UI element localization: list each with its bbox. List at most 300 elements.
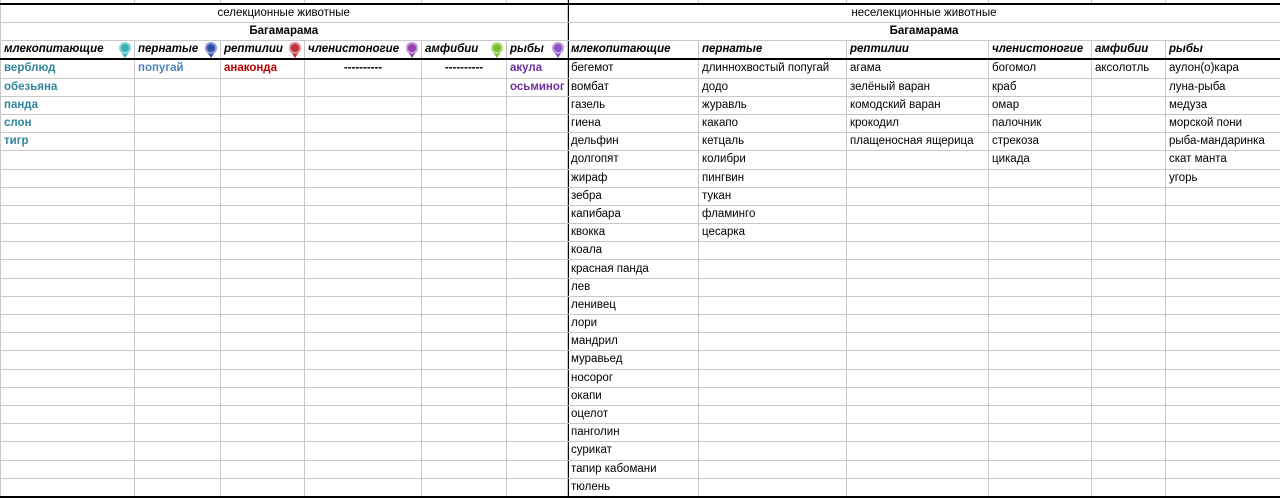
selected-cell-arthropods[interactable] <box>305 114 422 132</box>
selected-cell-fish[interactable] <box>507 242 568 260</box>
nonselected-cell-reptiles[interactable] <box>847 424 989 442</box>
nonselected-cell-mammals[interactable]: носорог <box>568 369 699 387</box>
nonselected-cell-mammals[interactable]: ленивец <box>568 296 699 314</box>
nonselected-cell-arthropods[interactable] <box>989 405 1092 423</box>
selected-cell-reptiles[interactable] <box>221 187 305 205</box>
nonselected-cell-fish[interactable]: рыба-мандаринка <box>1166 133 1280 151</box>
selected-cell-amphibians[interactable] <box>422 442 507 460</box>
nonselected-cell-birds[interactable] <box>699 460 847 478</box>
nonselected-cell-amphibians[interactable] <box>1092 351 1166 369</box>
nonselected-cell-amphibians[interactable] <box>1092 315 1166 333</box>
selected-cell-amphibians[interactable] <box>422 387 507 405</box>
selected-cell-fish[interactable]: акула <box>507 59 568 78</box>
nonselected-cell-fish[interactable] <box>1166 224 1280 242</box>
nonselected-title[interactable]: неселекционные животные <box>568 4 1280 23</box>
nonselected-cell-amphibians[interactable] <box>1092 96 1166 114</box>
selected-cell-arthropods[interactable] <box>305 78 422 96</box>
selected-cell-arthropods[interactable] <box>305 151 422 169</box>
selected-cell-birds[interactable] <box>135 315 221 333</box>
nonselected-cell-arthropods[interactable]: цикада <box>989 151 1092 169</box>
selected-cell-reptiles[interactable]: анаконда <box>221 59 305 78</box>
selected-cell-birds[interactable] <box>135 187 221 205</box>
selected-cell-mammals[interactable]: верблюд <box>1 59 135 78</box>
selected-cell-birds[interactable] <box>135 460 221 478</box>
nonselected-cell-reptiles[interactable] <box>847 151 989 169</box>
nonselected-header-fish[interactable] <box>1166 41 1280 60</box>
selected-cell-amphibians[interactable] <box>422 405 507 423</box>
selected-cell-birds[interactable] <box>135 296 221 314</box>
selected-cell-mammals[interactable] <box>1 478 135 497</box>
nonselected-cell-amphibians[interactable] <box>1092 205 1166 223</box>
selected-cell-reptiles[interactable] <box>221 169 305 187</box>
selected-cell-reptiles[interactable] <box>221 133 305 151</box>
nonselected-cell-reptiles[interactable]: зелёный варан <box>847 78 989 96</box>
nonselected-cell-arthropods[interactable]: богомол <box>989 59 1092 78</box>
selected-cell-birds[interactable] <box>135 278 221 296</box>
nonselected-cell-mammals[interactable]: газель <box>568 96 699 114</box>
selected-cell-birds[interactable]: попугай <box>135 59 221 78</box>
nonselected-cell-mammals[interactable]: гиена <box>568 114 699 132</box>
selected-cell-fish[interactable] <box>507 224 568 242</box>
nonselected-cell-birds[interactable]: додо <box>699 78 847 96</box>
nonselected-header-amphibians[interactable] <box>1092 41 1166 60</box>
selected-cell-mammals[interactable]: панда <box>1 96 135 114</box>
nonselected-cell-amphibians[interactable] <box>1092 187 1166 205</box>
selected-cell-mammals[interactable] <box>1 205 135 223</box>
nonselected-cell-mammals[interactable]: муравьед <box>568 351 699 369</box>
selected-cell-reptiles[interactable] <box>221 96 305 114</box>
nonselected-cell-mammals[interactable]: вомбат <box>568 78 699 96</box>
nonselected-cell-arthropods[interactable] <box>989 187 1092 205</box>
selected-cell-amphibians[interactable] <box>422 315 507 333</box>
nonselected-cell-amphibians[interactable] <box>1092 169 1166 187</box>
nonselected-header-birds[interactable] <box>699 41 847 60</box>
selected-cell-fish[interactable]: осьминог <box>507 78 568 96</box>
nonselected-cell-arthropods[interactable] <box>989 260 1092 278</box>
selected-cell-birds[interactable] <box>135 405 221 423</box>
nonselected-cell-fish[interactable] <box>1166 296 1280 314</box>
nonselected-cell-fish[interactable]: скат манта <box>1166 151 1280 169</box>
selected-cell-amphibians[interactable] <box>422 278 507 296</box>
selected-cell-reptiles[interactable] <box>221 224 305 242</box>
nonselected-cell-birds[interactable] <box>699 351 847 369</box>
selected-cell-fish[interactable] <box>507 278 568 296</box>
selected-cell-fish[interactable] <box>507 369 568 387</box>
selected-cell-amphibians[interactable] <box>422 78 507 96</box>
selected-header-birds[interactable] <box>135 41 221 60</box>
selected-cell-amphibians[interactable] <box>422 478 507 497</box>
selected-header-reptiles[interactable] <box>221 41 305 60</box>
selected-cell-amphibians[interactable] <box>422 187 507 205</box>
nonselected-cell-birds[interactable]: тукан <box>699 187 847 205</box>
nonselected-cell-mammals[interactable]: капибара <box>568 205 699 223</box>
selected-cell-birds[interactable] <box>135 442 221 460</box>
selected-cell-birds[interactable] <box>135 424 221 442</box>
nonselected-cell-mammals[interactable]: сурикат <box>568 442 699 460</box>
nonselected-cell-reptiles[interactable]: агама <box>847 59 989 78</box>
nonselected-cell-fish[interactable] <box>1166 478 1280 497</box>
selected-cell-arthropods[interactable] <box>305 369 422 387</box>
nonselected-cell-arthropods[interactable] <box>989 333 1092 351</box>
nonselected-cell-amphibians[interactable] <box>1092 387 1166 405</box>
nonselected-cell-amphibians[interactable] <box>1092 296 1166 314</box>
nonselected-cell-reptiles[interactable]: комодский варан <box>847 96 989 114</box>
selected-cell-amphibians[interactable] <box>422 133 507 151</box>
nonselected-cell-arthropods[interactable] <box>989 278 1092 296</box>
nonselected-cell-fish[interactable] <box>1166 242 1280 260</box>
nonselected-cell-reptiles[interactable] <box>847 278 989 296</box>
nonselected-cell-birds[interactable] <box>699 315 847 333</box>
nonselected-cell-fish[interactable] <box>1166 442 1280 460</box>
nonselected-cell-fish[interactable]: аулон(о)кара <box>1166 59 1280 78</box>
nonselected-cell-reptiles[interactable] <box>847 369 989 387</box>
selected-header-mammals[interactable] <box>1 41 135 60</box>
selected-cell-amphibians[interactable] <box>422 169 507 187</box>
nonselected-cell-amphibians[interactable] <box>1092 78 1166 96</box>
selected-cell-reptiles[interactable] <box>221 405 305 423</box>
nonselected-cell-fish[interactable] <box>1166 260 1280 278</box>
nonselected-cell-mammals[interactable]: тюлень <box>568 478 699 497</box>
nonselected-cell-birds[interactable]: цесарка <box>699 224 847 242</box>
selected-cell-arthropods[interactable] <box>305 296 422 314</box>
selected-cell-mammals[interactable]: обезьяна <box>1 78 135 96</box>
selected-cell-reptiles[interactable] <box>221 151 305 169</box>
nonselected-cell-mammals[interactable]: окапи <box>568 387 699 405</box>
nonselected-cell-birds[interactable]: журавль <box>699 96 847 114</box>
nonselected-cell-fish[interactable] <box>1166 315 1280 333</box>
selected-cell-reptiles[interactable] <box>221 369 305 387</box>
nonselected-cell-arthropods[interactable] <box>989 315 1092 333</box>
selected-cell-mammals[interactable] <box>1 296 135 314</box>
selected-cell-fish[interactable] <box>507 133 568 151</box>
nonselected-cell-amphibians[interactable] <box>1092 278 1166 296</box>
nonselected-cell-fish[interactable] <box>1166 205 1280 223</box>
selected-title[interactable]: селекционные животные <box>1 4 568 23</box>
selected-cell-arthropods[interactable] <box>305 96 422 114</box>
selected-cell-reptiles[interactable] <box>221 333 305 351</box>
selected-cell-amphibians[interactable] <box>422 114 507 132</box>
selected-cell-birds[interactable] <box>135 387 221 405</box>
selected-cell-amphibians[interactable] <box>422 96 507 114</box>
selected-cell-arthropods[interactable] <box>305 405 422 423</box>
selected-cell-reptiles[interactable] <box>221 315 305 333</box>
selected-cell-fish[interactable] <box>507 460 568 478</box>
nonselected-cell-fish[interactable] <box>1166 405 1280 423</box>
selected-cell-mammals[interactable] <box>1 369 135 387</box>
nonselected-cell-reptiles[interactable] <box>847 442 989 460</box>
nonselected-cell-mammals[interactable]: зебра <box>568 187 699 205</box>
selected-cell-arthropods[interactable] <box>305 133 422 151</box>
selected-cell-mammals[interactable] <box>1 224 135 242</box>
nonselected-cell-arthropods[interactable] <box>989 424 1092 442</box>
selected-cell-birds[interactable] <box>135 260 221 278</box>
nonselected-cell-reptiles[interactable] <box>847 405 989 423</box>
nonselected-cell-fish[interactable] <box>1166 460 1280 478</box>
nonselected-cell-amphibians[interactable] <box>1092 260 1166 278</box>
selected-cell-fish[interactable] <box>507 96 568 114</box>
nonselected-cell-amphibians[interactable] <box>1092 133 1166 151</box>
selected-cell-reptiles[interactable] <box>221 478 305 497</box>
selected-cell-mammals[interactable]: слон <box>1 114 135 132</box>
selected-cell-birds[interactable] <box>135 169 221 187</box>
selected-cell-fish[interactable] <box>507 187 568 205</box>
selected-cell-birds[interactable] <box>135 114 221 132</box>
selected-cell-fish[interactable] <box>507 260 568 278</box>
nonselected-cell-arthropods[interactable] <box>989 351 1092 369</box>
selected-cell-amphibians[interactable] <box>422 351 507 369</box>
nonselected-cell-reptiles[interactable] <box>847 333 989 351</box>
selected-cell-mammals[interactable] <box>1 424 135 442</box>
selected-cell-reptiles[interactable] <box>221 205 305 223</box>
nonselected-cell-mammals[interactable]: квокка <box>568 224 699 242</box>
nonselected-cell-birds[interactable] <box>699 278 847 296</box>
nonselected-cell-amphibians[interactable] <box>1092 224 1166 242</box>
selected-cell-birds[interactable] <box>135 151 221 169</box>
nonselected-cell-arthropods[interactable] <box>989 296 1092 314</box>
nonselected-cell-mammals[interactable]: оцелот <box>568 405 699 423</box>
selected-cell-amphibians[interactable]: ---------- <box>422 59 507 78</box>
selected-cell-arthropods[interactable] <box>305 315 422 333</box>
nonselected-cell-fish[interactable] <box>1166 351 1280 369</box>
selected-cell-fish[interactable] <box>507 442 568 460</box>
nonselected-header-arthropods[interactable] <box>989 41 1092 60</box>
nonselected-cell-mammals[interactable]: мандрил <box>568 333 699 351</box>
nonselected-cell-fish[interactable] <box>1166 387 1280 405</box>
nonselected-cell-reptiles[interactable] <box>847 205 989 223</box>
selected-cell-mammals[interactable] <box>1 460 135 478</box>
nonselected-cell-mammals[interactable]: жираф <box>568 169 699 187</box>
nonselected-cell-amphibians[interactable] <box>1092 242 1166 260</box>
selected-cell-mammals[interactable] <box>1 169 135 187</box>
nonselected-subtitle[interactable]: Багамарама <box>568 23 1280 41</box>
nonselected-cell-fish[interactable] <box>1166 424 1280 442</box>
nonselected-cell-reptiles[interactable] <box>847 351 989 369</box>
selected-cell-reptiles[interactable] <box>221 78 305 96</box>
selected-cell-birds[interactable] <box>135 96 221 114</box>
selected-header-amphibians[interactable] <box>422 41 507 60</box>
selected-header-fish[interactable] <box>507 41 568 60</box>
selected-cell-mammals[interactable] <box>1 351 135 369</box>
selected-cell-mammals[interactable] <box>1 387 135 405</box>
nonselected-cell-mammals[interactable]: красная панда <box>568 260 699 278</box>
selected-cell-mammals[interactable] <box>1 260 135 278</box>
selected-cell-arthropods[interactable] <box>305 460 422 478</box>
selected-cell-arthropods[interactable] <box>305 333 422 351</box>
nonselected-cell-arthropods[interactable]: палочник <box>989 114 1092 132</box>
nonselected-cell-birds[interactable] <box>699 242 847 260</box>
selected-cell-amphibians[interactable] <box>422 424 507 442</box>
selected-cell-mammals[interactable] <box>1 242 135 260</box>
nonselected-cell-fish[interactable] <box>1166 333 1280 351</box>
nonselected-cell-reptiles[interactable] <box>847 387 989 405</box>
nonselected-cell-birds[interactable] <box>699 333 847 351</box>
selected-cell-birds[interactable] <box>135 224 221 242</box>
selected-cell-amphibians[interactable] <box>422 460 507 478</box>
nonselected-cell-arthropods[interactable] <box>989 460 1092 478</box>
nonselected-cell-reptiles[interactable]: плащеносная ящерица <box>847 133 989 151</box>
nonselected-cell-mammals[interactable]: коала <box>568 242 699 260</box>
nonselected-cell-arthropods[interactable]: стрекоза <box>989 133 1092 151</box>
nonselected-cell-fish[interactable]: луна-рыба <box>1166 78 1280 96</box>
nonselected-cell-amphibians[interactable] <box>1092 424 1166 442</box>
nonselected-cell-reptiles[interactable] <box>847 460 989 478</box>
selected-cell-mammals[interactable] <box>1 278 135 296</box>
selected-cell-birds[interactable] <box>135 333 221 351</box>
selected-cell-mammals[interactable] <box>1 333 135 351</box>
selected-cell-arthropods[interactable] <box>305 424 422 442</box>
nonselected-cell-birds[interactable]: колибри <box>699 151 847 169</box>
selected-subtitle[interactable]: Багамарама <box>1 23 568 41</box>
selected-cell-birds[interactable] <box>135 133 221 151</box>
selected-cell-fish[interactable] <box>507 114 568 132</box>
selected-cell-amphibians[interactable] <box>422 333 507 351</box>
selected-header-arthropods[interactable] <box>305 41 422 60</box>
nonselected-cell-birds[interactable] <box>699 296 847 314</box>
nonselected-cell-fish[interactable] <box>1166 187 1280 205</box>
selected-cell-fish[interactable] <box>507 351 568 369</box>
selected-cell-reptiles[interactable] <box>221 296 305 314</box>
selected-cell-amphibians[interactable] <box>422 260 507 278</box>
nonselected-cell-mammals[interactable]: лев <box>568 278 699 296</box>
selected-cell-mammals[interactable] <box>1 187 135 205</box>
selected-cell-fish[interactable] <box>507 405 568 423</box>
nonselected-cell-fish[interactable] <box>1166 369 1280 387</box>
nonselected-cell-birds[interactable]: фламинго <box>699 205 847 223</box>
selected-cell-amphibians[interactable] <box>422 242 507 260</box>
nonselected-cell-mammals[interactable]: тапир кабомани <box>568 460 699 478</box>
nonselected-cell-arthropods[interactable] <box>989 169 1092 187</box>
selected-cell-reptiles[interactable] <box>221 442 305 460</box>
nonselected-cell-birds[interactable]: какапо <box>699 114 847 132</box>
selected-cell-amphibians[interactable] <box>422 224 507 242</box>
selected-cell-fish[interactable] <box>507 296 568 314</box>
selected-cell-reptiles[interactable] <box>221 278 305 296</box>
nonselected-header-mammals[interactable] <box>568 41 699 60</box>
nonselected-cell-birds[interactable] <box>699 442 847 460</box>
selected-cell-amphibians[interactable] <box>422 151 507 169</box>
selected-cell-arthropods[interactable] <box>305 351 422 369</box>
selected-cell-arthropods[interactable] <box>305 442 422 460</box>
selected-cell-arthropods[interactable] <box>305 205 422 223</box>
selected-cell-fish[interactable] <box>507 387 568 405</box>
selected-cell-fish[interactable] <box>507 169 568 187</box>
selected-cell-arthropods[interactable] <box>305 387 422 405</box>
selected-cell-arthropods[interactable] <box>305 242 422 260</box>
nonselected-cell-birds[interactable] <box>699 387 847 405</box>
selected-cell-arthropods[interactable] <box>305 187 422 205</box>
selected-cell-fish[interactable] <box>507 333 568 351</box>
nonselected-cell-arthropods[interactable] <box>989 242 1092 260</box>
selected-cell-fish[interactable] <box>507 315 568 333</box>
selected-cell-reptiles[interactable] <box>221 387 305 405</box>
nonselected-cell-arthropods[interactable]: краб <box>989 78 1092 96</box>
nonselected-cell-reptiles[interactable] <box>847 260 989 278</box>
selected-cell-mammals[interactable] <box>1 315 135 333</box>
selected-cell-reptiles[interactable] <box>221 114 305 132</box>
selected-cell-fish[interactable] <box>507 151 568 169</box>
nonselected-cell-amphibians[interactable] <box>1092 405 1166 423</box>
nonselected-cell-mammals[interactable]: долгопят <box>568 151 699 169</box>
nonselected-cell-fish[interactable]: медуза <box>1166 96 1280 114</box>
selected-cell-reptiles[interactable] <box>221 351 305 369</box>
nonselected-cell-birds[interactable]: пингвин <box>699 169 847 187</box>
selected-cell-reptiles[interactable] <box>221 242 305 260</box>
nonselected-cell-reptiles[interactable] <box>847 478 989 497</box>
selected-cell-mammals[interactable] <box>1 442 135 460</box>
selected-cell-birds[interactable] <box>135 478 221 497</box>
selected-cell-birds[interactable] <box>135 205 221 223</box>
nonselected-cell-amphibians[interactable] <box>1092 478 1166 497</box>
nonselected-cell-arthropods[interactable] <box>989 478 1092 497</box>
selected-cell-arthropods[interactable] <box>305 224 422 242</box>
nonselected-cell-amphibians[interactable] <box>1092 442 1166 460</box>
selected-cell-arthropods[interactable] <box>305 169 422 187</box>
selected-cell-mammals[interactable] <box>1 151 135 169</box>
selected-cell-birds[interactable] <box>135 78 221 96</box>
selected-cell-arthropods[interactable] <box>305 278 422 296</box>
nonselected-cell-mammals[interactable]: дельфин <box>568 133 699 151</box>
selected-cell-mammals[interactable]: тигр <box>1 133 135 151</box>
nonselected-cell-birds[interactable] <box>699 424 847 442</box>
nonselected-cell-birds[interactable] <box>699 260 847 278</box>
nonselected-cell-birds[interactable]: длиннохвостый попугай <box>699 59 847 78</box>
selected-cell-arthropods[interactable]: ---------- <box>305 59 422 78</box>
selected-cell-birds[interactable] <box>135 369 221 387</box>
selected-cell-fish[interactable] <box>507 478 568 497</box>
nonselected-cell-arthropods[interactable] <box>989 224 1092 242</box>
nonselected-cell-birds[interactable] <box>699 478 847 497</box>
selected-cell-amphibians[interactable] <box>422 369 507 387</box>
selected-cell-birds[interactable] <box>135 242 221 260</box>
nonselected-cell-reptiles[interactable] <box>847 169 989 187</box>
nonselected-cell-fish[interactable]: угорь <box>1166 169 1280 187</box>
nonselected-cell-reptiles[interactable] <box>847 187 989 205</box>
selected-cell-mammals[interactable] <box>1 405 135 423</box>
selected-cell-amphibians[interactable] <box>422 205 507 223</box>
nonselected-cell-reptiles[interactable] <box>847 224 989 242</box>
nonselected-cell-mammals[interactable]: бегемот <box>568 59 699 78</box>
nonselected-header-reptiles[interactable] <box>847 41 989 60</box>
selected-cell-reptiles[interactable] <box>221 460 305 478</box>
nonselected-cell-birds[interactable] <box>699 405 847 423</box>
selected-cell-reptiles[interactable] <box>221 260 305 278</box>
nonselected-cell-amphibians[interactable] <box>1092 114 1166 132</box>
nonselected-cell-mammals[interactable]: панголин <box>568 424 699 442</box>
nonselected-cell-arthropods[interactable] <box>989 442 1092 460</box>
selected-cell-arthropods[interactable] <box>305 478 422 497</box>
nonselected-cell-amphibians[interactable] <box>1092 333 1166 351</box>
selected-cell-reptiles[interactable] <box>221 424 305 442</box>
nonselected-cell-arthropods[interactable] <box>989 387 1092 405</box>
nonselected-cell-amphibians[interactable] <box>1092 460 1166 478</box>
nonselected-cell-birds[interactable] <box>699 369 847 387</box>
nonselected-cell-arthropods[interactable] <box>989 205 1092 223</box>
nonselected-cell-fish[interactable]: морской пони <box>1166 114 1280 132</box>
nonselected-cell-fish[interactable] <box>1166 278 1280 296</box>
nonselected-cell-mammals[interactable]: лори <box>568 315 699 333</box>
nonselected-cell-arthropods[interactable]: омар <box>989 96 1092 114</box>
nonselected-cell-reptiles[interactable] <box>847 242 989 260</box>
selected-cell-amphibians[interactable] <box>422 296 507 314</box>
nonselected-cell-amphibians[interactable]: аксолотль <box>1092 59 1166 78</box>
selected-cell-fish[interactable] <box>507 424 568 442</box>
nonselected-cell-amphibians[interactable] <box>1092 369 1166 387</box>
nonselected-cell-reptiles[interactable] <box>847 315 989 333</box>
selected-cell-arthropods[interactable] <box>305 260 422 278</box>
nonselected-cell-birds[interactable]: кетцаль <box>699 133 847 151</box>
nonselected-cell-reptiles[interactable] <box>847 296 989 314</box>
selected-cell-fish[interactable] <box>507 205 568 223</box>
